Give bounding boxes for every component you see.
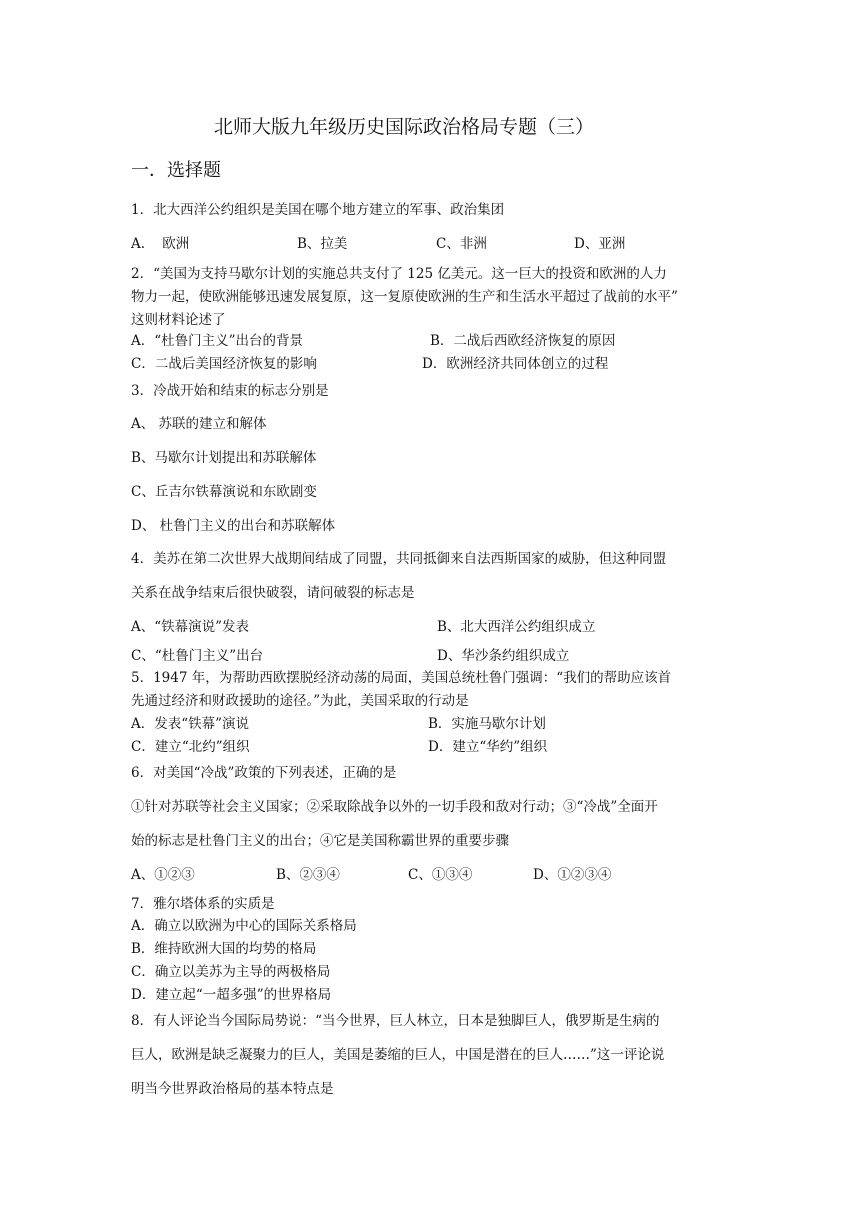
question-stem-line-1: 5．1947 年，为帮助西欧摆脱经济动荡的局面，美国总统杜鲁门强调：“我们的帮助应该首 bbox=[131, 670, 672, 686]
section-heading: 一．选择题 bbox=[131, 160, 221, 181]
option-a: A、“铁幕演说”发表 bbox=[131, 619, 250, 635]
option-a: A．“杜鲁门主义”出台的背景 bbox=[131, 333, 304, 349]
option-d: D、华沙条约组织成立 bbox=[437, 648, 570, 664]
option-a: A．确立以欧洲为中心的国际关系格局 bbox=[131, 918, 357, 934]
option-b: B、北大西洋公约组织成立 bbox=[437, 619, 596, 635]
option-c: C．二战后美国经济恢复的影响 bbox=[131, 356, 317, 372]
question-stem-line-2: 巨人，欧洲是缺乏凝聚力的巨人，美国是萎缩的巨人，中国是潜在的巨人……”这一评论说 bbox=[131, 1047, 665, 1063]
question-stem-line-3: 明当今世界政治格局的基本特点是 bbox=[131, 1081, 334, 1097]
option-b: B、马歇尔计划提出和苏联解体 bbox=[131, 450, 317, 466]
option-d: D．建立“华约”组织 bbox=[428, 739, 548, 755]
option-b: B．实施马歇尔计划 bbox=[428, 716, 546, 732]
option-d: D．欧洲经济共同体创立的过程 bbox=[422, 356, 609, 372]
option-d: D、①②③④ bbox=[533, 867, 612, 883]
question-stem-line-1: 4．美苏在第二次世界大战期间结成了同盟，共同抵御来自法西斯国家的威胁，但这种同盟 bbox=[131, 551, 667, 567]
option-d: D、亚洲 bbox=[574, 236, 626, 252]
question-stem-line-1: 2．“美国为支持马歇尔计划的实施总共支付了 125 亿美元。这一巨大的投资和欧洲的人力 bbox=[131, 266, 667, 282]
option-c: C．建立“北约”组织 bbox=[131, 739, 250, 755]
statements-line-1: ①针对苏联等社会主义国家；②采取除战争以外的一切手段和敌对行动；③“冷战”全面开 bbox=[131, 799, 658, 815]
question-stem: 1．北大西洋公约组织是美国在哪个地方建立的军事、政治集团 bbox=[131, 202, 505, 218]
option-b: B、②③④ bbox=[276, 867, 340, 883]
question-stem-line-2: 先通过经济和财政援助的途径。”为此，美国采取的行动是 bbox=[131, 693, 469, 709]
question-stem: 7．雅尔塔体系的实质是 bbox=[131, 896, 275, 912]
option-a: A．发表“铁幕”演说 bbox=[131, 716, 250, 732]
option-d: D、 杜鲁门主义的出台和苏联解体 bbox=[131, 518, 336, 534]
option-b: B．二战后西欧经济恢复的原因 bbox=[430, 333, 616, 349]
option-c: C、①③④ bbox=[408, 867, 473, 883]
option-c: C、非洲 bbox=[436, 236, 487, 252]
option-b: B、拉美 bbox=[297, 236, 348, 252]
option-a: A、 苏联的建立和解体 bbox=[131, 416, 267, 432]
statements-line-2: 始的标志是杜鲁门主义的出台；④它是美国称霸世界的重要步骤 bbox=[131, 833, 509, 849]
question-stem: 3．冷战开始和结束的标志分别是 bbox=[131, 383, 329, 399]
question-stem-line-2: 关系在战争结束后很快破裂，请问破裂的标志是 bbox=[131, 585, 415, 601]
question-stem-line-1: 8．有人评论当今国际局势说：“当今世界，巨人林立，日本是独脚巨人，俄罗斯是生病的 bbox=[131, 1013, 660, 1029]
option-c: C、丘吉尔铁幕演说和东欧剧变 bbox=[131, 484, 317, 500]
page-title: 北师大版九年级历史国际政治格局专题（三） bbox=[214, 116, 595, 138]
option-c: C．确立以美苏为主导的两极格局 bbox=[131, 964, 331, 980]
option-d: D．建立起“一超多强”的世界格局 bbox=[131, 987, 332, 1003]
option-a: A. 欧洲 bbox=[131, 236, 190, 252]
option-a: A、①②③ bbox=[131, 867, 195, 883]
option-b: B．维持欧洲大国的均势的格局 bbox=[131, 941, 317, 957]
question-stem-line-2: 物力一起，使欧洲能够迅速发展复原，这一复原使欧洲的生产和生活水平超过了战前的水平” bbox=[131, 289, 678, 305]
question-stem-line-3: 这则材料论述了 bbox=[131, 312, 226, 328]
question-stem: 6．对美国“冷战”政策的下列表述，正确的是 bbox=[131, 765, 397, 781]
option-c: C、“杜鲁门主义”出台 bbox=[131, 648, 264, 664]
